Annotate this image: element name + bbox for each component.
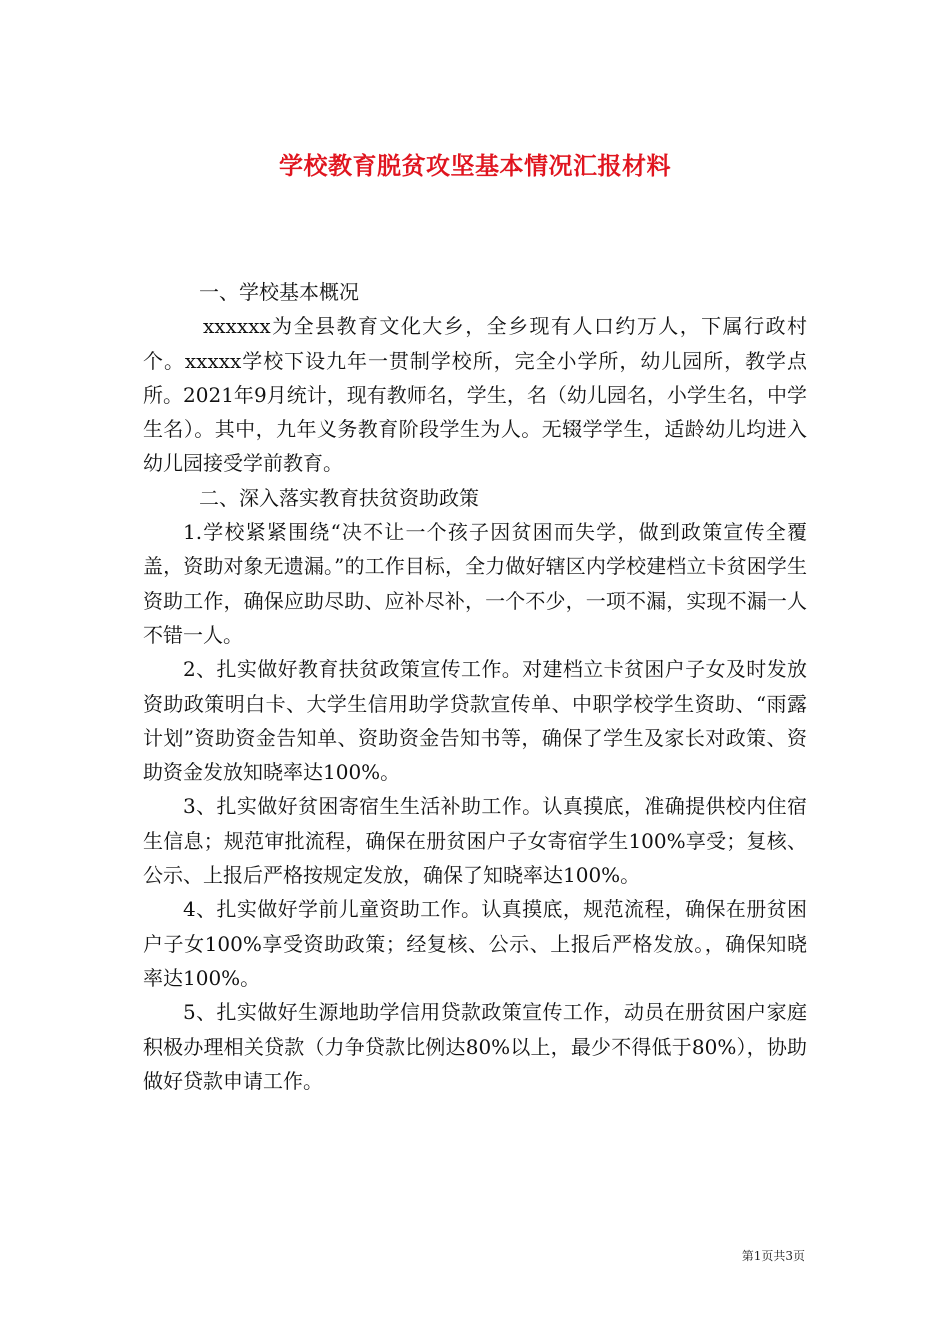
document-title: 学校教育脱贫攻坚基本情况汇报材料 [279, 151, 671, 181]
paragraph-item-5: 5、扎实做好生源地助学信用贷款政策宣传工作，动员在册贫困户家庭积极办理相关贷款（力争贷款比例达80%以上，最少不得低于80%），协助做好贷款申请工作。 [143, 1000, 807, 1093]
document-body [143, 275, 807, 1098]
section-heading-basic-overview: 一、学校基本概况 [199, 280, 359, 304]
paragraph-basic-overview: xxxxxx为全县教育文化大乡，全乡现有人口约万人，下属行政村个。xxxxx学校下设九年一贯制学校所，完全小学所，幼儿园所，教学点所。2021年9月统计，现有教师名，学生，名（幼儿园名，小学生名，中学生名）。其中，九年义务教育阶段学生为人。无辍学学生，适龄幼儿均进入幼儿园接受学前教育。 [143, 314, 807, 476]
paragraph-item-4: 4、扎实做好学前儿童资助工作。认真摸底，规范流程，确保在册贫困户子女100%享受资助政策；经复核、公示、上报后严格发放。，确保知晓率达100%。 [143, 897, 807, 990]
paragraph-item-2: 2、扎实做好教育扶贫政策宣传工作。对建档立卡贫困户子女及时发放资助政策明白卡、大学生信用助学贷款宣传单、中职学校学生资助、“雨露计划”资助资金告知单、资助资金告知书等，确保了学生及家长对政策、资助资金发放知晓率达100%。 [143, 657, 807, 785]
section-heading-policy: 二、深入落实教育扶贫资助政策 [199, 485, 479, 510]
paragraph-item-1: 1.学校紧紧围绕“决不让一个孩子因贫困而失学，做到政策宣传全覆盖，资助对象无遗漏。”的工作目标，全力做好辖区内学校建档立卡贫困学生资助工作，确保应助尽助、应补尽补，一个不少，一项不漏，实现不漏一人不错一人。 [143, 520, 807, 647]
paragraph-item-3: 3、扎实做好贫困寄宿生生活补助工作。认真摸底，准确提供校内住宿生信息；规范审批流程，确保在册贫困户子女寄宿学生100%享受；复核、公示、上报后严格按规定发放，确保了知晓率达100%。 [143, 794, 807, 888]
page-number: 第1页共3页 [741, 1249, 805, 1263]
